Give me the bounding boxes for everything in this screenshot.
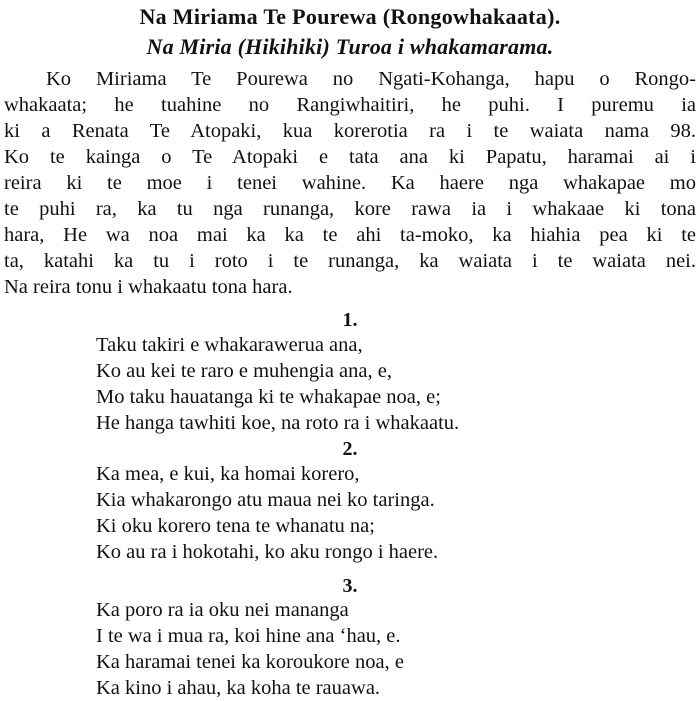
- verse-line: Ki oku korero tena te whanatu na;: [96, 515, 375, 537]
- verse-line: Ka kino i ahau, ka koha te rauawa.: [96, 677, 381, 699]
- intro-paragraph: [4, 66, 696, 300]
- intro-line: ki a Renata Te Atopaki, kua korerotia ra i te waiata nama 98.: [4, 120, 696, 142]
- intro-line: te puhi ra, ka tu nga runanga, kore rawa ia i whakaae ki tona: [4, 198, 696, 220]
- verse-line: Ka haramai tenei ka koroukore noa, e: [96, 651, 404, 673]
- intro-line: hara, He wa noa mai ka ka te ahi ta-moko, ka hiahia pea ki te: [4, 224, 696, 246]
- verse-line: Taku takiri e whakarawerua ana,: [96, 334, 363, 356]
- intro-line: Ko te kainga o Te Atopaki e tata ana ki Papatu, haramai ai i: [4, 146, 696, 168]
- verse-line: Ka poro ra ia oku nei mananga: [96, 599, 349, 621]
- page-title: Na Miriama Te Pourewa (Rongowhakaata).: [139, 4, 561, 29]
- intro-line: Na reira tonu i whakaatu tona hara.: [4, 276, 293, 298]
- intro-line: whakaata; he tuahine no Rangiwhaitiri, he puhi. I puremu ia: [4, 94, 696, 116]
- verse-line: I te wa i mua ra, koi hine ana ‘hau, e.: [96, 625, 401, 647]
- stanza-number: 2.: [342, 438, 358, 460]
- stanza: [96, 461, 696, 565]
- verse-line: Kia whakarongo atu maua nei ko taringa.: [96, 489, 435, 511]
- verse-line: Ko au kei te raro e muhengia ana, e,: [96, 360, 392, 382]
- stanza-number: 3.: [342, 575, 358, 597]
- stanza-number: 1.: [342, 309, 358, 331]
- stanza: [96, 332, 696, 436]
- intro-line: Ko Miriama Te Pourewa no Ngati-Kohanga, hapu o Rongo-: [46, 68, 696, 90]
- intro-line: ta, katahi ka tu i roto i te runanga, ka waiata i te waiata nei.: [4, 250, 696, 272]
- page-subtitle: Na Miria (Hikihiki) Turoa i whakamarama.: [146, 34, 554, 59]
- verse-line: Ko au ra i hokotahi, ko aku rongo i haere.: [96, 541, 439, 563]
- verse-line: Ka mea, e kui, ka homai korero,: [96, 463, 360, 485]
- verse-line: Mo taku hauatanga ki te whakapae noa, e;: [96, 386, 441, 408]
- verse-line: He hanga tawhiti koe, na roto ra i whakaatu.: [96, 412, 460, 434]
- stanza: [96, 597, 696, 701]
- intro-line: reira ki te moe i tenei wahine. Ka haere nga whakapae mo: [4, 172, 696, 194]
